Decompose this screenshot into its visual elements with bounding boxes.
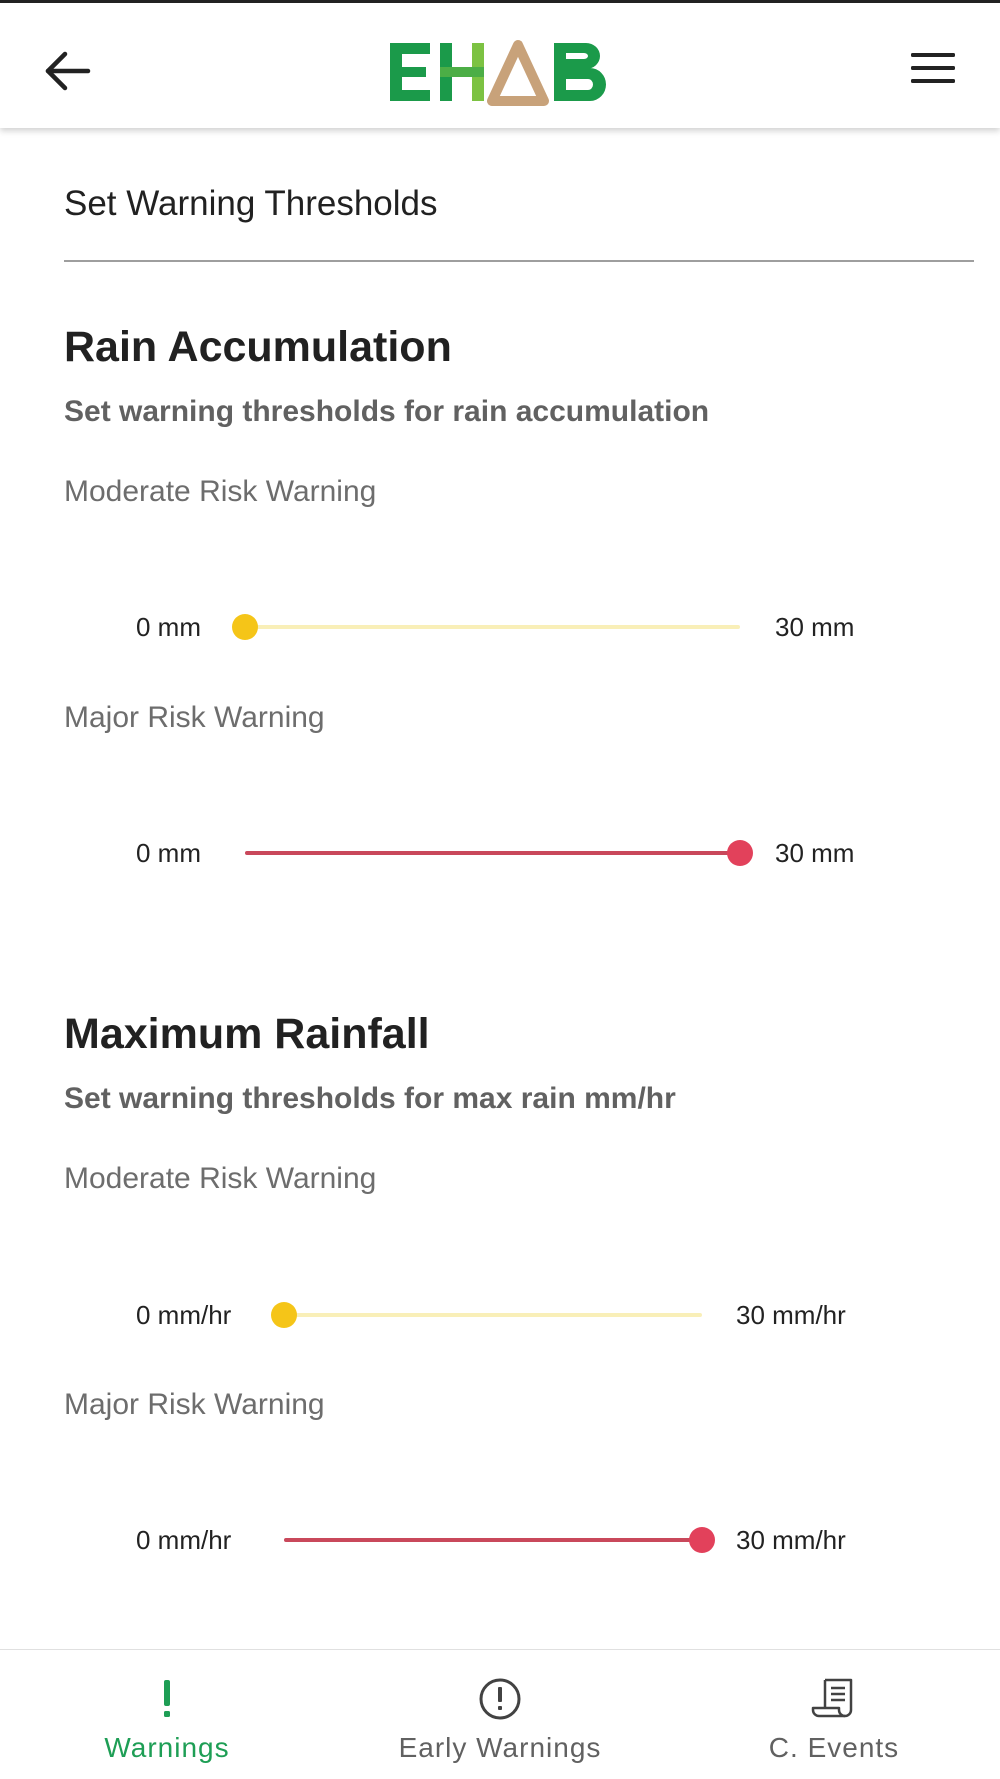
slider-thumb[interactable] <box>689 1527 715 1553</box>
slider-thumb[interactable] <box>727 840 753 866</box>
page-title: Set Warning Thresholds <box>64 178 974 262</box>
alert-circle-icon <box>477 1676 523 1722</box>
arrow-left-icon <box>40 43 96 99</box>
max-rain-major-label: Major Risk Warning <box>64 1388 325 1421</box>
slider-track[interactable] <box>245 851 740 855</box>
nav-early-warnings[interactable] <box>350 1650 650 1779</box>
rain-acc-moderate-slider <box>0 607 1000 647</box>
slider-min-label: 0 mm/hr <box>136 1300 232 1330</box>
slider-min-label: 0 mm <box>136 612 201 642</box>
rain-acc-moderate-label: Moderate Risk Warning <box>64 475 377 508</box>
hamburger-menu-icon <box>908 47 960 91</box>
rain-accumulation-subtitle: Set warning thresholds for rain accumulation <box>64 395 710 428</box>
nav-warnings[interactable] <box>17 1650 317 1779</box>
slider-min-label: 0 mm <box>136 838 201 868</box>
slider-max-label: 30 mm <box>775 612 855 642</box>
rain-acc-major-slider <box>0 833 1000 873</box>
slider-thumb[interactable] <box>232 614 258 640</box>
nav-c-events[interactable] <box>684 1650 984 1779</box>
exclamation-icon <box>144 1676 190 1722</box>
back-button[interactable] <box>40 43 96 99</box>
maximum-rainfall-heading: Maximum Rainfall <box>64 1010 430 1058</box>
slider-max-label: 30 mm/hr <box>736 1525 846 1555</box>
nav-label: Warnings <box>104 1732 230 1763</box>
rain-acc-major-label: Major Risk Warning <box>64 701 325 734</box>
slider-max-label: 30 mm <box>775 838 855 868</box>
max-rain-moderate-label: Moderate Risk Warning <box>64 1162 377 1195</box>
menu-button[interactable] <box>908 47 960 91</box>
app-logo <box>388 39 612 107</box>
rain-accumulation-heading: Rain Accumulation <box>64 323 452 371</box>
max-rain-major-slider <box>0 1520 1000 1560</box>
maximum-rainfall-subtitle: Set warning thresholds for max rain mm/hr <box>64 1082 676 1115</box>
slider-min-label: 0 mm/hr <box>136 1525 232 1555</box>
slider-max-label: 30 mm/hr <box>736 1300 846 1330</box>
app-bar <box>0 0 1000 128</box>
slider-track[interactable] <box>245 625 740 629</box>
bottom-navigation <box>0 1649 1000 1779</box>
nav-label: C. Events <box>768 1732 900 1763</box>
slider-track[interactable] <box>284 1313 702 1317</box>
receipt-icon <box>811 1676 857 1722</box>
max-rain-moderate-slider <box>0 1295 1000 1335</box>
slider-track[interactable] <box>284 1538 702 1542</box>
slider-thumb[interactable] <box>271 1302 297 1328</box>
nav-label: Early Warnings <box>398 1732 602 1763</box>
